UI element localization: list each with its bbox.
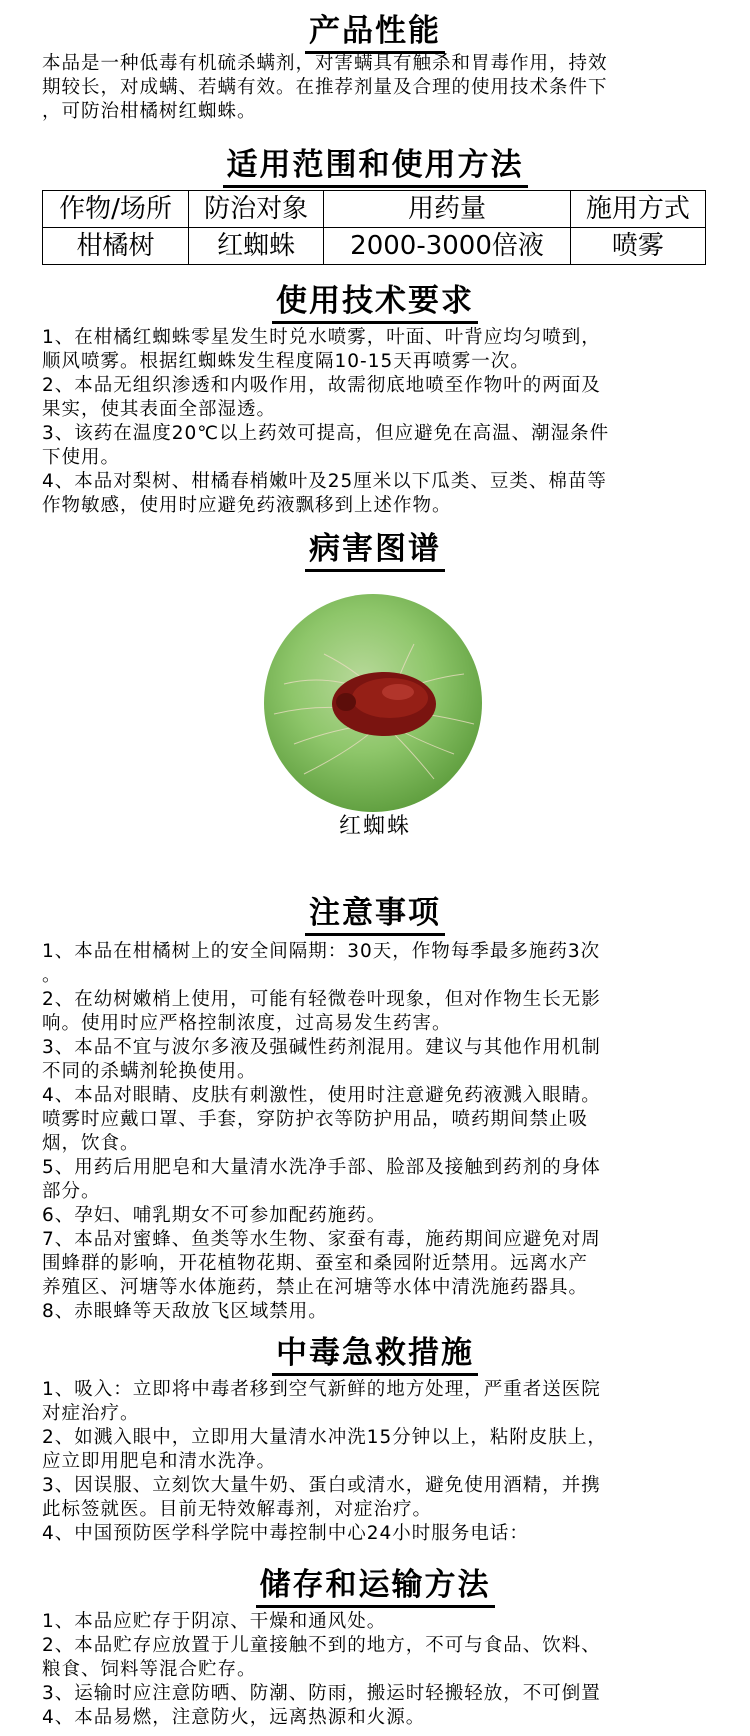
table-cell: 喷雾	[570, 228, 705, 265]
section-performance	[0, 12, 750, 54]
section-title: 中毒急救措施	[272, 1334, 478, 1376]
usage-table	[42, 190, 706, 265]
text-line: 2、本品贮存应放置于儿童接触不到的地方，不可与食品、饮料、	[42, 1635, 601, 1656]
section-title: 储存和运输方法	[256, 1566, 495, 1608]
text-line: 4、本品对眼睛、皮肤有刺激性，使用时注意避免药液溅入眼睛。	[42, 1085, 601, 1106]
text-line: 围蜂群的影响，开花植物花期、蚕室和桑园附近禁用。远离水产	[42, 1253, 589, 1274]
firstaid-text	[0, 1378, 750, 1546]
text-line: 不同的杀螨剂轮换使用。	[42, 1061, 257, 1082]
text-line: 粮食、饲料等混合贮存。	[42, 1659, 257, 1680]
text-line: 7、本品对蜜蜂、鱼类等水生物、家蚕有毒，施药期间应避免对周	[42, 1229, 601, 1250]
text-line: 果实，使其表面全部湿透。	[42, 399, 277, 420]
text-line: 5、用药后用肥皂和大量清水洗净手部、脸部及接触到药剂的身体	[42, 1157, 601, 1178]
text-line: 顺风喷雾。根据红蜘蛛发生程度隔10-15天再喷雾一次。	[42, 351, 530, 372]
text-line: 3、该药在温度20℃以上药效可提高，但应避免在高温、潮湿条件	[42, 423, 610, 444]
text-line: 部分。	[42, 1181, 101, 1202]
text-line: 1、吸入：立即将中毒者移到空气新鲜的地方处理，严重者送医院	[42, 1379, 601, 1400]
text-line: 对症治疗。	[42, 1403, 140, 1424]
section-pest	[0, 530, 750, 572]
text-line: 4、本品易燃，注意防火，远离热源和火源。	[42, 1707, 426, 1728]
section-title: 病害图谱	[305, 530, 445, 572]
section-scope	[0, 146, 750, 188]
text-line: 1、在柑橘红蜘蛛零星发生时兑水喷雾，叶面、叶背应均匀喷到，	[42, 327, 601, 348]
text-line: 此标签就医。目前无特效解毒剂，对症治疗。	[42, 1499, 433, 1520]
text-line: 响。使用时应严格控制浓度，过高易发生药害。	[42, 1013, 452, 1034]
text-line: 3、本品不宜与波尔多液及强碱性药剂混用。建议与其他作用机制	[42, 1037, 601, 1058]
red-spider-mite-photo	[264, 594, 482, 812]
text-line: 3、因误服、立刻饮大量牛奶、蛋白或清水，避免使用酒精，并携	[42, 1475, 601, 1496]
technique-text	[0, 326, 750, 518]
text-line: 烟，饮食。	[42, 1133, 140, 1154]
text-line: 1、本品应贮存于阴凉、干燥和通风处。	[42, 1611, 387, 1632]
table-row	[43, 228, 706, 265]
text-line: ，可防治柑橘树红蜘蛛。	[42, 101, 257, 122]
text-line: 4、中国预防医学科学院中毒控制中心24小时服务电话：	[42, 1523, 529, 1544]
text-line: 3、运输时应注意防晒、防潮、防雨，搬运时轻搬轻放，不可倒置	[42, 1683, 601, 1704]
text-line: 喷雾时应戴口罩、手套，穿防护衣等防护用品，喷药期间禁止吸	[42, 1109, 589, 1130]
text-line: 作物敏感，使用时应避免药液飘移到上述作物。	[42, 495, 452, 516]
section-title: 产品性能	[305, 12, 445, 54]
performance-text	[0, 52, 750, 124]
section-precautions	[0, 894, 750, 936]
text-line: 。	[42, 965, 62, 986]
text-line: 下使用。	[42, 447, 121, 468]
text-line: 2、在幼树嫩梢上使用，可能有轻微卷叶现象，但对作物生长无影	[42, 989, 601, 1010]
text-line: 8、赤眼蜂等天敌放飞区域禁用。	[42, 1301, 328, 1322]
text-line: 2、本品无组织渗透和内吸作用，故需彻底地喷至作物叶的两面及	[42, 375, 601, 396]
text-line: 4、本品对梨树、柑橘春梢嫩叶及25厘米以下瓜类、豆类、棉苗等	[42, 471, 607, 492]
text-line: 期较长，对成螨、若螨有效。在推荐剂量及合理的使用技术条件下	[42, 77, 608, 98]
table-header-cell: 用药量	[324, 191, 570, 228]
table-cell: 2000-3000倍液	[324, 228, 570, 265]
text-line: 6、孕妇、哺乳期女不可参加配药施药。	[42, 1205, 387, 1226]
text-line: 养殖区、河塘等水体施药，禁止在河塘等水体中清洗施药器具。	[42, 1277, 589, 1298]
text-line: 2、如溅入眼中，立即用大量清水冲洗15分钟以上，粘附皮肤上，	[42, 1427, 607, 1448]
section-storage	[0, 1566, 750, 1608]
section-title: 适用范围和使用方法	[223, 146, 528, 188]
table-header-cell: 施用方式	[570, 191, 705, 228]
precautions-text	[0, 940, 750, 1324]
section-title: 注意事项	[305, 894, 445, 936]
text-line: 本品是一种低毒有机硫杀螨剂，对害螨具有触杀和胃毒作用，持效	[42, 53, 608, 74]
table-header-cell: 作物/场所	[43, 191, 189, 228]
table-header-row	[43, 191, 706, 228]
text-line: 1、本品在柑橘树上的安全间隔期：30天，作物每季最多施药3次	[42, 941, 601, 962]
table-cell: 柑橘树	[43, 228, 189, 265]
table-cell: 红蜘蛛	[189, 228, 324, 265]
storage-text	[0, 1610, 750, 1730]
table-header-cell: 防治对象	[189, 191, 324, 228]
section-technique	[0, 282, 750, 324]
photo-caption: 红蜘蛛	[338, 814, 411, 839]
section-firstaid	[0, 1334, 750, 1376]
section-title: 使用技术要求	[272, 282, 478, 324]
text-line: 应立即用肥皂和清水洗净。	[42, 1451, 277, 1472]
